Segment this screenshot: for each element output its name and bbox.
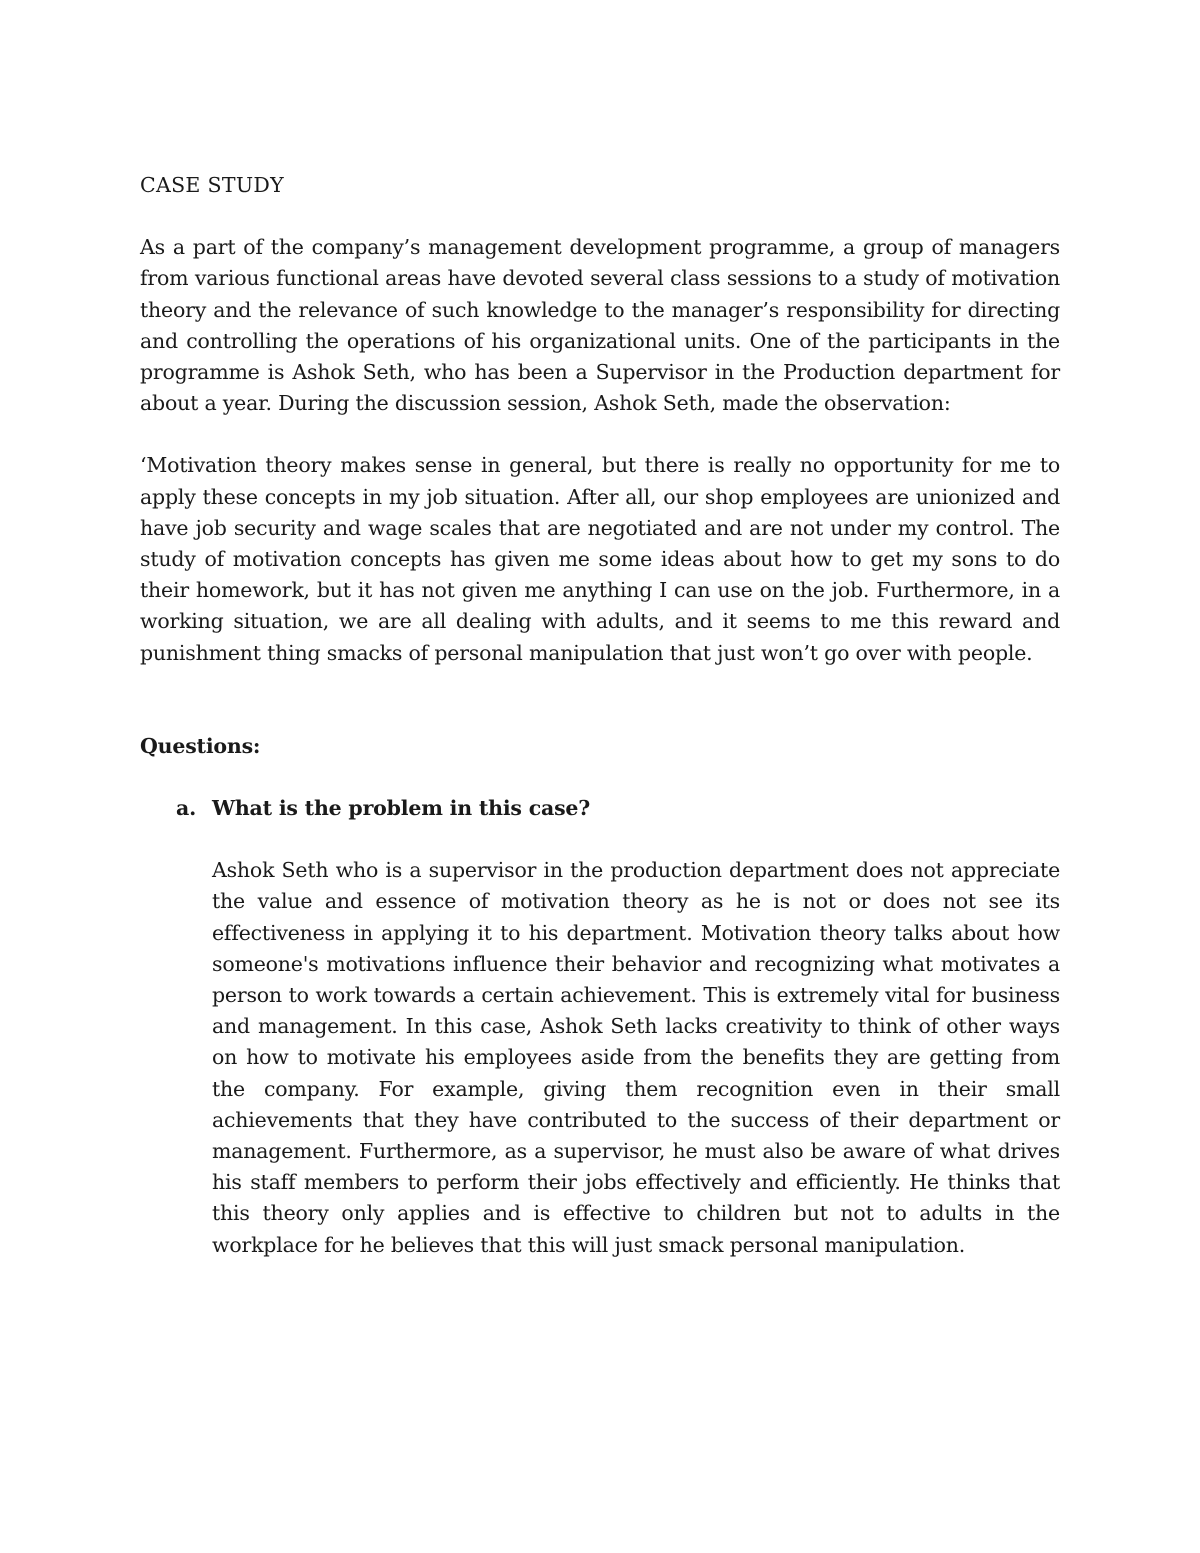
question-item: [140, 793, 1060, 824]
questions-heading: Questions:: [140, 733, 261, 758]
quote-paragraph: ‘Motivation theory makes sense in general, but there is really no opportunity for me to apply these concepts in my job situation. After all, our shop employees are unionized and have job security and wage scales that are negotiated and are not under my control. The study of motivation concepts has given me some ideas about how to get my sons to do their homework, but it has not given me anything I can use on the job. Furthermore, in a working situation, we are all dealing with adults, and it seems to me this reward and punishment thing smacks of personal manipulation that just won’t go over with people.: [140, 453, 1060, 665]
page-title: CASE STUDY: [140, 173, 284, 197]
question-marker: a.: [176, 796, 197, 821]
question-text: What is the problem in this case?: [212, 796, 591, 821]
answer-paragraph: Ashok Seth who is a supervisor in the production department does not appreciate the value and essence of motivation theory as he is not or does not see its effectiveness in applying it to his department. Motivation theory talks about how someone's motivations influence their behavior and recognizing what motivates a person to work towards a certain achievement. This is extremely vital for business and management. In this case, Ashok Seth lacks creativity to think of other ways on how to motivate his employees aside from the benefits they are getting from the company. For example, giving them recognition even in their small achievements that they have contributed to the success of their department or management. Furthermore, as a supervisor, he must also be aware of what drives his staff members to perform their jobs effectively and efficiently. He thinks that this theory only applies and is effective to children but not to adults in the workplace for he believes that this will just smack personal manipulation.: [212, 858, 1060, 1257]
intro-paragraph: As a part of the company’s management development programme, a group of managers from various functional areas have devoted several class sessions to a study of motivation theory and the relevance of such knowledge to the manager’s responsibility for directing and controlling the operations of his organizational units. One of the participants in the programme is Ashok Seth, who has been a Supervisor in the Production department for about a year. During the discussion session, Ashok Seth, made the observation:: [140, 235, 1060, 416]
document-body: [140, 170, 1060, 1261]
